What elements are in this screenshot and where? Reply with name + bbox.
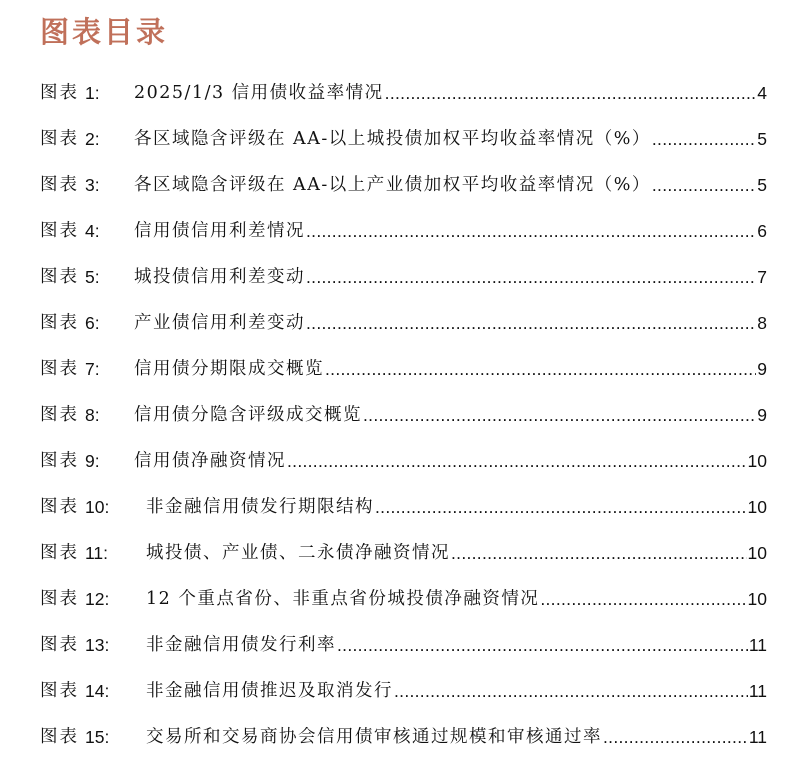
leader-dots bbox=[363, 404, 756, 426]
toc-entry[interactable] bbox=[40, 680, 767, 726]
entry-number: 3: bbox=[85, 175, 100, 195]
leader-dots bbox=[385, 82, 757, 104]
entry-text: 信用债信用利差情况 bbox=[134, 221, 305, 241]
entry-number: 13: bbox=[85, 635, 110, 655]
toc-entry[interactable] bbox=[40, 358, 767, 404]
leader-dots bbox=[306, 266, 756, 288]
leader-dots bbox=[394, 680, 748, 702]
entry-text: 非金融信用债推迟及取消发行 bbox=[146, 681, 393, 701]
entry-number: 2: bbox=[85, 129, 100, 149]
entry-page: 7 bbox=[757, 267, 767, 287]
entry-prefix: 图表 bbox=[40, 267, 79, 287]
entry-prefix: 图表 bbox=[40, 83, 79, 103]
entry-prefix: 图表 bbox=[40, 175, 79, 195]
leader-dots bbox=[603, 726, 748, 748]
entry-text: 信用债净融资情况 bbox=[134, 451, 286, 471]
entry-prefix: 图表 bbox=[40, 405, 79, 425]
toc-entry[interactable] bbox=[40, 496, 767, 542]
toc-entry[interactable] bbox=[40, 450, 767, 496]
leader-dots bbox=[337, 634, 748, 656]
entry-page: 5 bbox=[757, 129, 767, 149]
entry-prefix: 图表 bbox=[40, 497, 79, 517]
entry-page: 9 bbox=[757, 405, 767, 425]
entry-number: 11: bbox=[85, 543, 109, 563]
entry-number: 15: bbox=[85, 727, 110, 747]
entry-page: 10 bbox=[747, 543, 767, 563]
entry-prefix: 图表 bbox=[40, 451, 79, 471]
entry-text: 信用债分期限成交概览 bbox=[134, 359, 324, 379]
toc-entry[interactable] bbox=[40, 542, 767, 588]
entry-prefix: 图表 bbox=[40, 129, 79, 149]
entry-number: 1: bbox=[85, 83, 100, 103]
entry-text: 各区域隐含评级在 AA-以上产业债加权平均收益率情况（%） bbox=[134, 175, 651, 195]
toc-entry[interactable] bbox=[40, 82, 767, 128]
entry-text: 12 个重点省份、非重点省份城投债净融资情况 bbox=[146, 589, 540, 609]
entry-prefix: 图表 bbox=[40, 635, 79, 655]
toc-entry[interactable] bbox=[40, 726, 767, 772]
entry-number: 14: bbox=[85, 681, 110, 701]
entry-number: 5: bbox=[85, 267, 100, 287]
leader-dots bbox=[375, 496, 747, 518]
leader-dots bbox=[652, 174, 756, 196]
leader-dots bbox=[287, 450, 747, 472]
entry-text: 产业债信用利差变动 bbox=[134, 313, 305, 333]
entry-number: 7: bbox=[85, 359, 100, 379]
leader-dots bbox=[652, 128, 756, 150]
leader-dots bbox=[451, 542, 747, 564]
entry-prefix: 图表 bbox=[40, 313, 79, 333]
entry-text: 城投债、产业债、二永债净融资情况 bbox=[146, 543, 450, 563]
entry-page: 9 bbox=[757, 359, 767, 379]
entry-text: 城投债信用利差变动 bbox=[134, 267, 305, 287]
entry-prefix: 图表 bbox=[40, 221, 79, 241]
entry-prefix: 图表 bbox=[40, 589, 79, 609]
entry-page: 10 bbox=[747, 589, 767, 609]
entry-prefix: 图表 bbox=[40, 543, 79, 563]
entry-number: 12: bbox=[85, 589, 110, 609]
table-of-figures bbox=[40, 82, 767, 772]
toc-entry[interactable] bbox=[40, 634, 767, 680]
toc-entry[interactable] bbox=[40, 404, 767, 450]
leader-dots bbox=[306, 220, 756, 242]
toc-entry[interactable] bbox=[40, 220, 767, 266]
entry-page: 10 bbox=[747, 497, 767, 517]
entry-number: 6: bbox=[85, 313, 100, 333]
entry-number: 9: bbox=[85, 451, 100, 471]
entry-page: 11 bbox=[748, 635, 767, 655]
entry-page: 6 bbox=[757, 221, 767, 241]
entry-page: 4 bbox=[757, 83, 767, 103]
entry-text: 各区域隐含评级在 AA-以上城投债加权平均收益率情况（%） bbox=[134, 129, 651, 149]
toc-entry[interactable] bbox=[40, 128, 767, 174]
entry-text: 2025/1/3 信用债收益率情况 bbox=[134, 83, 384, 103]
entry-prefix: 图表 bbox=[40, 681, 79, 701]
entry-page: 10 bbox=[747, 451, 767, 471]
toc-title: 图表目录 bbox=[40, 15, 169, 49]
entry-number: 8: bbox=[85, 405, 100, 425]
entry-number: 10: bbox=[85, 497, 110, 517]
leader-dots bbox=[325, 358, 756, 380]
entry-text: 非金融信用债发行期限结构 bbox=[146, 497, 374, 517]
toc-entry[interactable] bbox=[40, 266, 767, 312]
leader-dots bbox=[306, 312, 756, 334]
entry-page: 8 bbox=[757, 313, 767, 333]
entry-text: 交易所和交易商协会信用债审核通过规模和审核通过率 bbox=[146, 727, 602, 747]
entry-prefix: 图表 bbox=[40, 359, 79, 379]
entry-page: 11 bbox=[748, 681, 767, 701]
entry-prefix: 图表 bbox=[40, 727, 79, 747]
toc-entry[interactable] bbox=[40, 312, 767, 358]
entry-number: 4: bbox=[85, 221, 100, 241]
toc-entry[interactable] bbox=[40, 174, 767, 220]
toc-entry[interactable] bbox=[40, 588, 767, 634]
leader-dots bbox=[540, 588, 746, 610]
entry-page: 5 bbox=[757, 175, 767, 195]
entry-text: 信用债分隐含评级成交概览 bbox=[134, 405, 362, 425]
entry-text: 非金融信用债发行利率 bbox=[146, 635, 336, 655]
entry-page: 11 bbox=[748, 727, 767, 747]
